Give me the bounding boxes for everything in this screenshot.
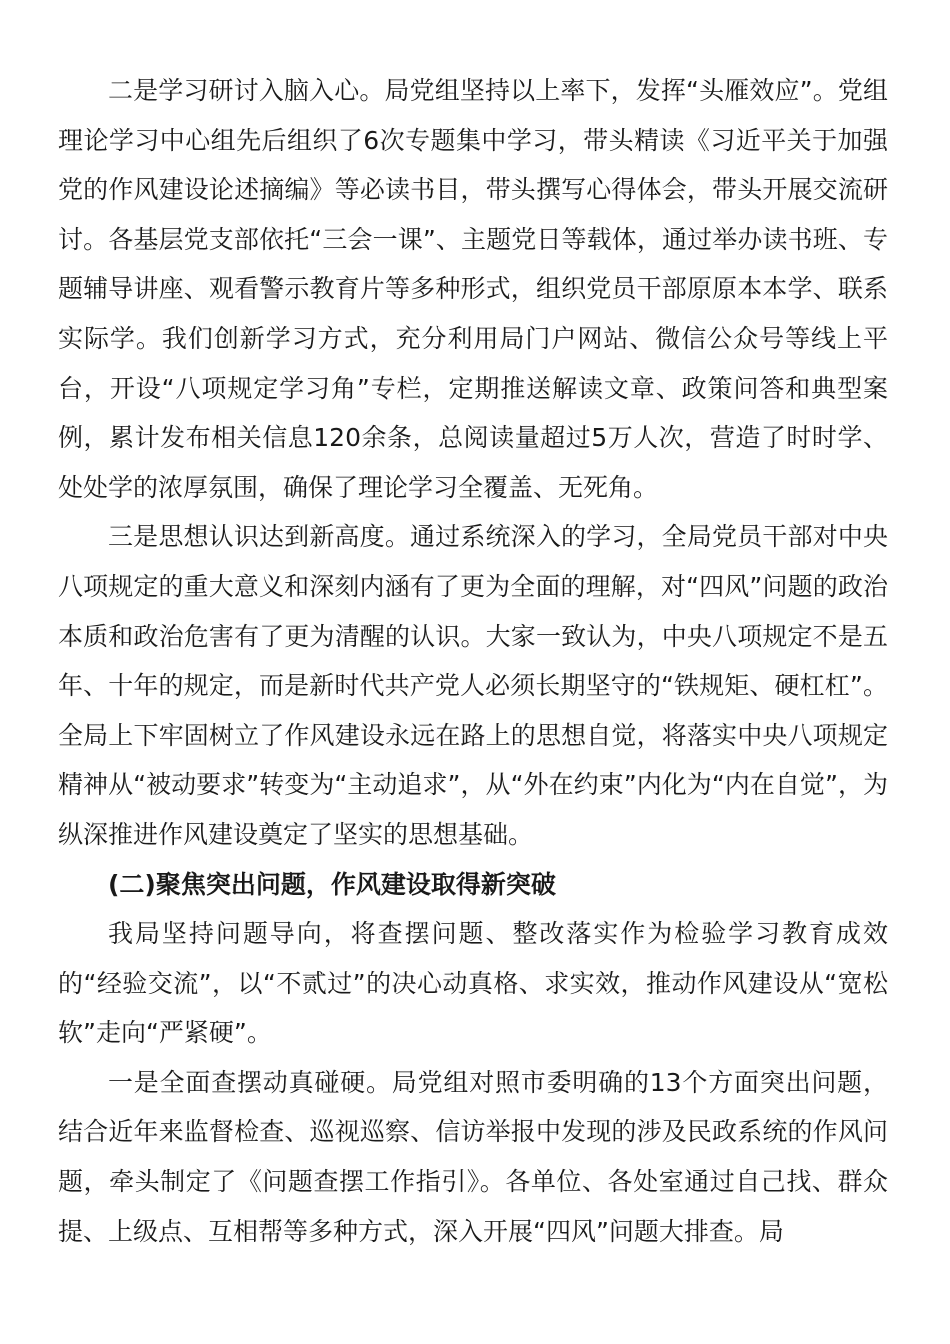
paragraph-study-discussion: 二是学习研讨入脑入心。局党组坚持以上率下，发挥“头雁效应”。党组理论学习中心组先后组织了6次专题集中学习，带头精读《习近平关于加强党的作风建设论述摘编》等必读书目，带头撰写心得体会，带头开展交流研讨。各基层党支部依托“三会一课”、主题党日等载体，通过举办读书班、专题辅导讲座、观看警示教育片等多种形式，组织党员干部原原本本学、联系实际学。我们创新学习方式，充分利用局门户网站、微信公众号等线上平台，开设“八项规定学习角”专栏，定期推送解读文章、政策问答和典型案例，累计发布相关信息120余条，总阅读量超过5万人次，营造了时时学、处处学的浓厚氛围，确保了理论学习全覆盖、无死角。 bbox=[58, 76, 888, 502]
document-body bbox=[58, 66, 888, 1256]
section-heading: (二)聚焦突出问题，作风建设取得新突破 bbox=[108, 869, 556, 899]
paragraph-comprehensive-review: 一是全面查摆动真碰硬。局党组对照市委明确的13个方面突出问题，结合近年来监督检查、巡视巡察、信访举报中发现的涉及民政系统的作风问题，牵头制定了《问题查摆工作指引》。各单位、各处室通过自己找、群众提、上级点、互相帮等多种方式，深入开展“四风”问题大排查。局 bbox=[58, 1067, 888, 1246]
paragraph-problem-oriented: 我局坚持问题导向，将查摆问题、整改落实作为检验学习教育成效的“经验交流”，以“不贰过”的决心动真格、求实效，推动作风建设从“宽松软”走向“严紧硬”。 bbox=[58, 919, 888, 1048]
paragraph-ideological-awareness: 三是思想认识达到新高度。通过系统深入的学习，全局党员干部对中央八项规定的重大意义和深刻内涵有了更为全面的理解，对“四风”问题的政治本质和政治危害有了更为清醒的认识。大家一致认为，中央八项规定不是五年、十年的规定，而是新时代共产党人必须长期坚守的“铁规矩、硬杠杠”。全局上下牢固树立了作风建设永远在路上的思想自觉，将落实中央八项规定精神从“被动要求”转变为“主动追求”，从“外在约束”内化为“内在自觉”，为纵深推进作风建设奠定了坚实的思想基础。 bbox=[58, 522, 888, 849]
